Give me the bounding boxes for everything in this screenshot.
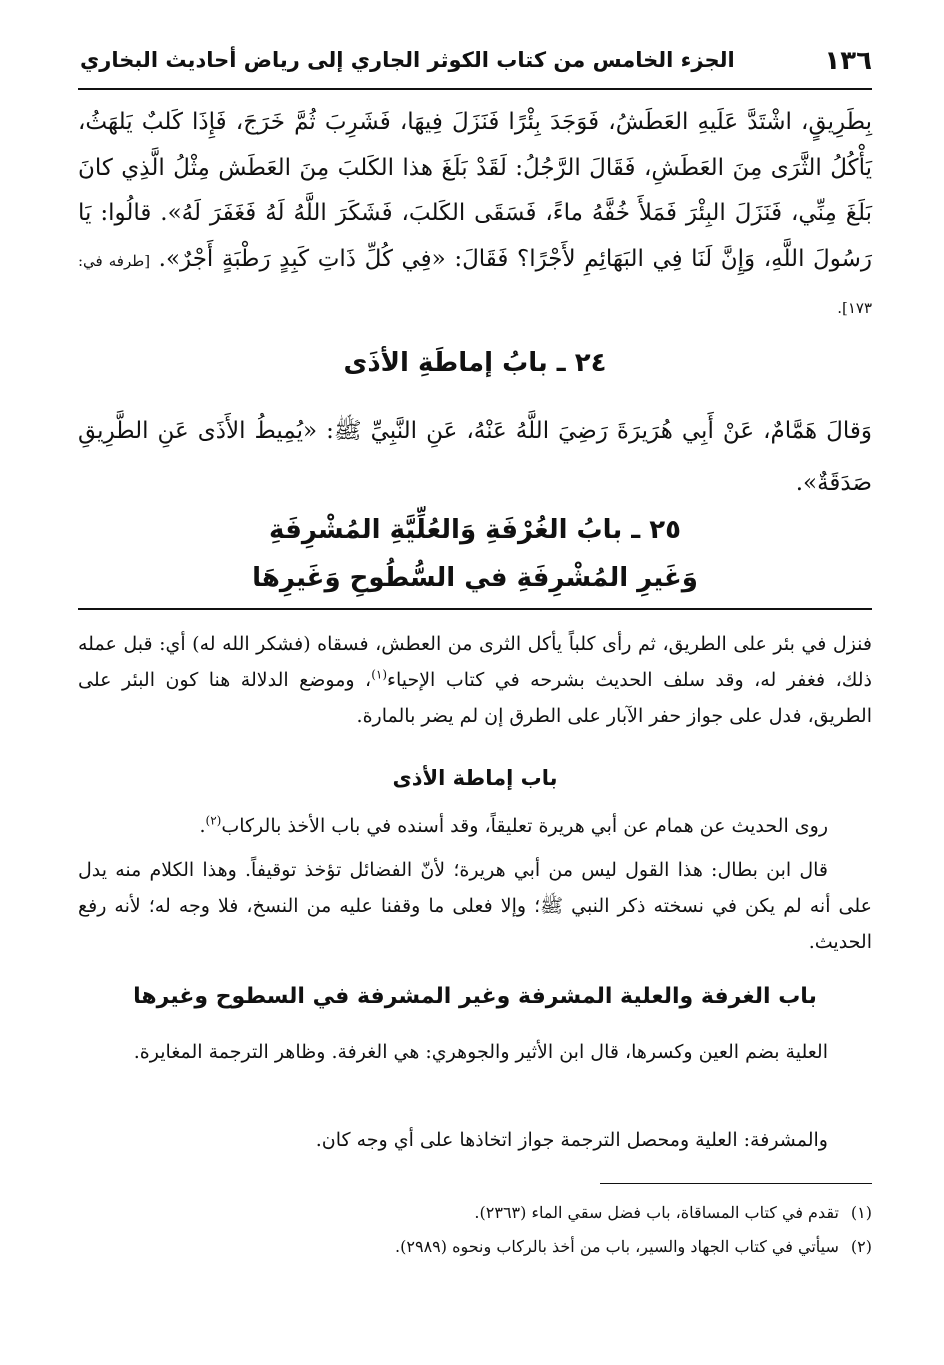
commentary-divider <box>78 608 872 610</box>
header-divider <box>78 88 872 90</box>
footnote-text: تقدم في كتاب المساقاة، باب فضل سقي الماء (٢٣٦٣). <box>474 1203 839 1222</box>
footnote-number: (٢) <box>850 1237 872 1256</box>
hadith-cross-reference: [طرفه في: ١٧٣]. <box>78 251 872 317</box>
footnote-2 <box>78 1230 872 1264</box>
commentary-paragraph-4: العلية بضم العين وكسرها، قال ابن الأثير والجوهري: هي الغرفة. وظاهر الترجمة المغايرة. <box>133 1041 828 1063</box>
footnote-1 <box>78 1196 872 1230</box>
commentary-paragraph-1 <box>78 626 872 734</box>
chapter-25-heading <box>78 506 872 602</box>
footnote-text: سيأتي في كتاب الجهاد والسير، باب من أخذ بالركاب ونحوه (٢٩٨٩). <box>395 1237 839 1256</box>
commentary-p1-text: فنزل في بئر على الطريق، ثم رأى كلباً يأكل الثرى من العطش، فسقاه (فشكر الله له) أي: قبل عمله ذلك، فغفر له، وقد سلف الحديث بشرحه في كتاب الإحياء <box>78 633 872 691</box>
hadith-text <box>78 100 872 332</box>
footnote-divider <box>600 1183 872 1184</box>
commentary-heading-1: باب إماطة الأذى <box>392 766 558 790</box>
footnote-number: (١) <box>850 1203 872 1222</box>
commentary-p1-text-end: ، وموضع الدلالة هنا كون البئر على الطريق، فدل على جواز حفر الآبار على الطرق إن لم يضر بالمارة. <box>78 669 872 727</box>
chapter-24-heading: ٢٤ ـ بابُ إماطَةِ الأذَى <box>343 348 607 378</box>
commentary-paragraph-3: قال ابن بطال: هذا القول ليس من أبي هريرة؛ لأنّ الفضائل تؤخذ توقيفاً. وهذا الكلام منه يدل على أنه لم يكن في نسخته ذكر النبي ﷺ؛ وإلا فعلى ما وقفنا عليه من النسخ، فلا وجه له؛ لأنه رفع الحديث. <box>78 859 872 953</box>
hadith-body: بِطَرِيقٍ، اشْتَدَّ عَلَيهِ العَطَشُ، فَوَجَدَ بِئْرًا فَنَزَلَ فِيهَا، فَشَرِبَ ثُمَّ خَرَجَ، فَإِذَا كَلبٌ يَلهَثُ، يَأْكُلُ الثَّرَى مِنَ العَطَشِ، فَقَالَ الرَّجُلُ: لَقَدْ بَلَغَ هذا الكَلبَ مِنَ العَطَش مِثْلُ الَّذِي كانَ بَلَغَ مِنِّي، فَنَزَلَ البِئْرَ فَمَلأَ خُفَّهُ ماءً، فَسَقَى الكَلبَ، فَشَكَرَ اللَّهُ لَهُ فَغَفَرَ لَهُ». قالُوا: يَا رَسُولَ اللَّهِ، وَإِنَّ لَنَا فِي البَهَائِمِ لأَجْرًا؟ فَقَالَ: «فِي كُلِّ ذَاتِ كَبِدٍ رَطْبَةٍ أَجْرٌ». <box>78 109 873 272</box>
commentary-paragraph-2 <box>78 808 872 844</box>
page-number: ١٣٦ <box>824 46 872 76</box>
commentary-heading-2: باب الغرفة والعلية المشرفة وغير المشرفة في السطوح وغيرها <box>133 984 817 1009</box>
chapter-25-heading-line2: وَغَيرِ المُشْرِفَةِ في السُّطُوحِ وَغَيرِهَا <box>252 563 698 593</box>
chapter-24-text: وَقالَ هَمَّامٌ، عَنْ أَبِي هُرَيرَةَ رَضِيَ اللَّهُ عَنْهُ، عَنِ النَّبِيِّ ﷺ: «يُمِيطُ الأَذَى عَنِ الطَّرِيقِ صَدَقَةٌ». <box>78 418 872 496</box>
footnotes <box>78 1196 872 1264</box>
chapter-25-heading-line1: ٢٥ ـ بابُ الغُرْفَةِ وَالعُلِّيَّةِ المُشْرِفَةِ <box>269 515 681 545</box>
commentary-paragraph-5: والمشرفة: العلية ومحصل الترجمة جواز اتخاذها على أي وجه كان. <box>315 1129 828 1151</box>
running-title: الجزء الخامس من كتاب الكوثر الجاري إلى رياض أحاديث البخاري <box>80 48 735 72</box>
page-header <box>80 44 872 80</box>
footnote-ref-2: (٢) <box>205 813 222 828</box>
commentary-p2-text-end: . <box>199 815 206 837</box>
commentary-p2-text: روى الحديث عن همام عن أبي هريرة تعليقاً، وقد أسنده في باب الأخذ بالركاب <box>221 815 828 837</box>
footnote-ref-1: (١) <box>371 667 388 682</box>
